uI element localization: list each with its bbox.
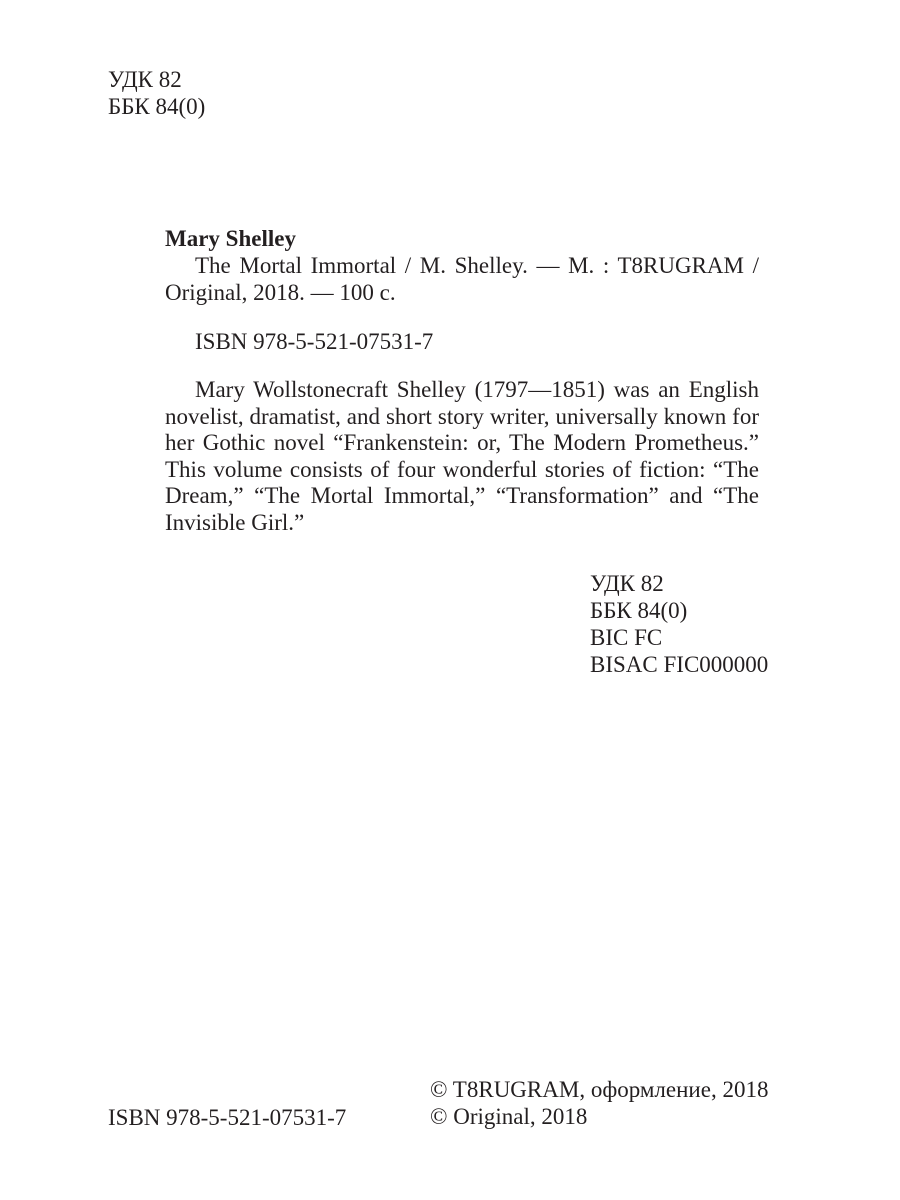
- copyright-notices: [430, 1076, 768, 1130]
- title-description: The Mortal Immortal / M. Shelley. — M. : T8RUGRAM / Original, 2018. — 100 c.: [165, 253, 759, 305]
- isbn-number: ISBN 978-5-521-07531-7: [195, 329, 434, 354]
- bbk-code-right: ББК 84(0): [590, 598, 688, 623]
- classification-codes: [590, 570, 768, 678]
- footer-isbn: ISBN 978-5-521-07531-7: [108, 1105, 347, 1130]
- bibliographic-entry: [165, 225, 759, 536]
- copyright-design: © T8RUGRAM, оформление, 2018: [430, 1077, 769, 1102]
- bic-code: BIC FC: [590, 625, 663, 650]
- copyright-original: © Original, 2018: [430, 1104, 588, 1129]
- top-classification-codes: [108, 66, 205, 120]
- udk-code-right: УДК 82: [590, 571, 664, 596]
- abstract-paragraph: Mary Wollstonecraft Shelley (1797—1851) was an English novelist, dramatist, and short story writer, universally known for her Gothic novel “Frankenstein: or, The Modern Prometheus.” This volume consists of four wonderful stories of fiction: “The Dream,” “The Mortal Immortal,” “Transformation” and “The Invisible Girl.”: [165, 377, 759, 535]
- udk-code: УДК 82: [108, 67, 182, 92]
- bbk-code: ББК 84(0): [108, 94, 206, 119]
- bisac-code: BISAC FIC000000: [590, 652, 769, 677]
- author-name: Mary Shelley: [165, 226, 296, 251]
